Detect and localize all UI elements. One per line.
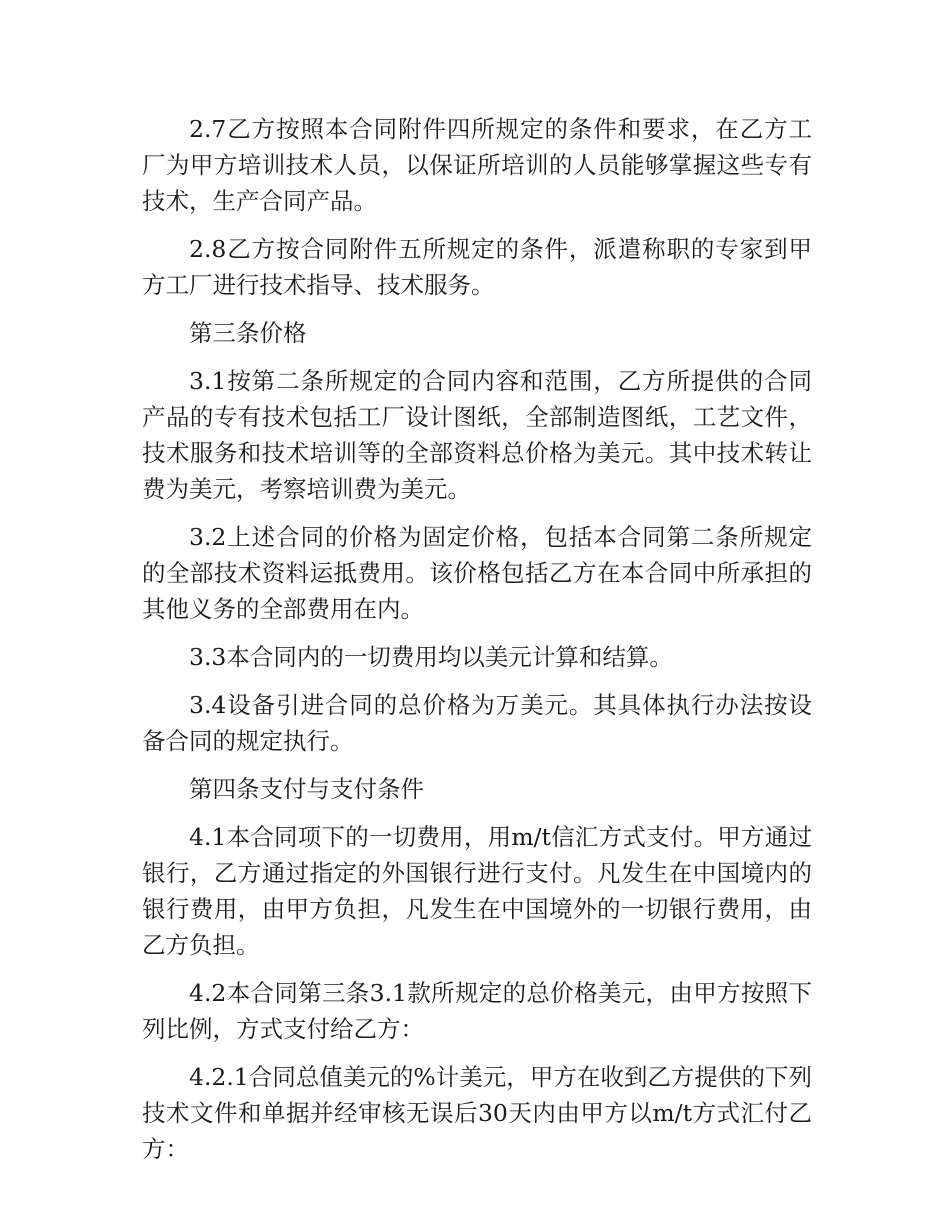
- clause-2-8: 2.8乙方按合同附件五所规定的条件，派遣称职的专家到甲方工厂进行技术指导、技术服务。: [142, 235, 812, 299]
- clause-4-1: 4.1本合同项下的一切费用，用m/t信汇方式支付。甲方通过银行，乙方通过指定的外国银行进行支付。凡发生在中国境内的银行费用，由甲方负担，凡发生在中国境外的一切银行费用，由乙方负担。: [142, 823, 812, 959]
- clause-3-3: 3.3本合同内的一切费用均以美元计算和结算。: [189, 643, 673, 671]
- document-body: [142, 111, 812, 1179]
- clause-2-7: 2.7乙方按照本合同附件四所规定的条件和要求，在乙方工厂为甲方培训技术人员，以保证所培训的人员能够掌握这些专有技术，生产合同产品。: [142, 115, 812, 215]
- article-3-heading: 第三条价格: [189, 319, 307, 347]
- article-4-heading: 第四条支付与支付条件: [189, 775, 424, 803]
- clause-3-2: 3.2上述合同的价格为固定价格，包括本合同第二条所规定的全部技术资料运抵费用。该价格包括乙方在本合同中所承担的其他义务的全部费用在内。: [142, 523, 812, 623]
- clause-3-4: 3.4设备引进合同的总价格为万美元。其具体执行办法按设备合同的规定执行。: [142, 691, 812, 755]
- clause-4-2: 4.2本合同第三条3.1款所规定的总价格美元，由甲方按照下列比例，方式支付给乙方：: [142, 979, 812, 1043]
- clause-4-2-1: 4.2.1合同总值美元的%计美元，甲方在收到乙方提供的下列技术文件和单据并经审核无误后30天内由甲方以m/t方式汇付乙方：: [142, 1063, 812, 1163]
- clause-3-1: 3.1按第二条所规定的合同内容和范围，乙方所提供的合同产品的专有技术包括工厂设计图纸，全部制造图纸，工艺文件，技术服务和技术培训等的全部资料总价格为美元。其中技术转让费为美元，考察培训费为美元。: [142, 367, 812, 503]
